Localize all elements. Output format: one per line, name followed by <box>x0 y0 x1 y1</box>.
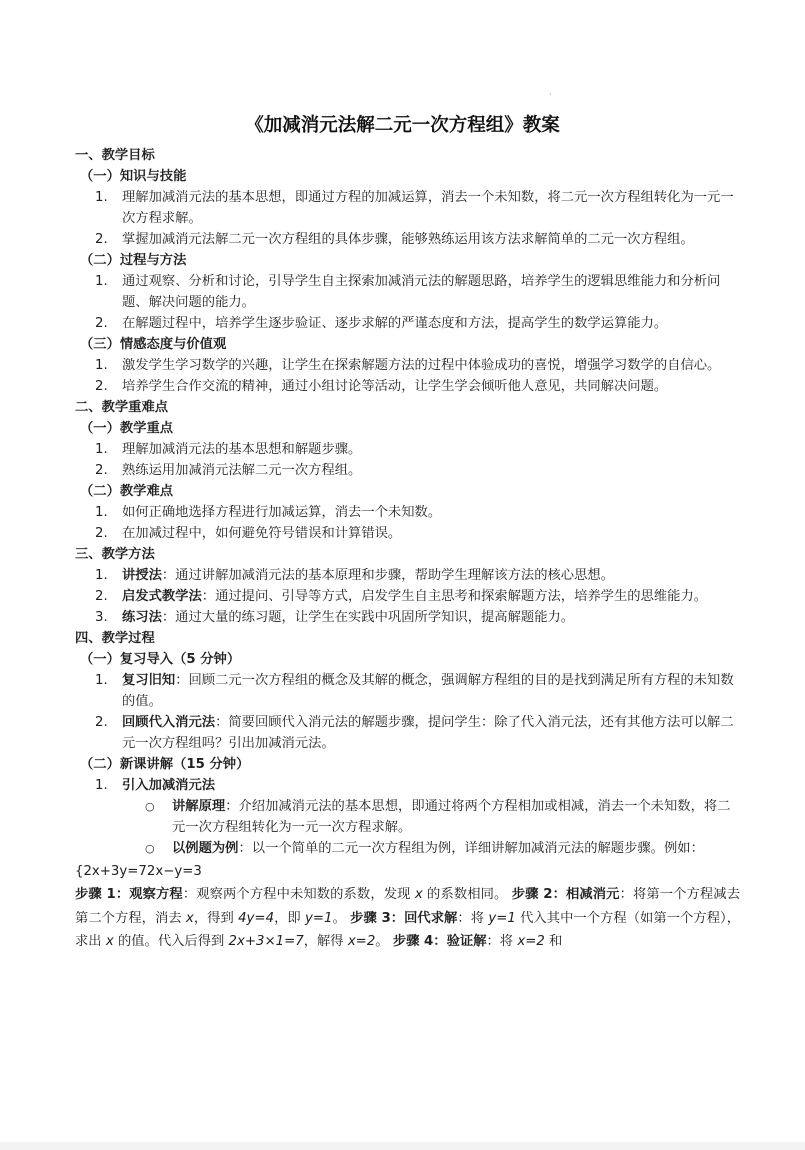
subsection-heading: （三）情感态度与价值观 <box>80 337 227 352</box>
list-item: 1. 如何正确地选择方程进行加减运算，消去一个未知数。 <box>95 505 442 520</box>
list-item: 1. 理解加减消元法的基本思想和解题步骤。 <box>95 442 362 457</box>
list-item: 2. 熟练运用加减消元法解二元一次方程组。 <box>95 463 362 478</box>
solution-steps: 步骤 1：观察方程：观察两个方程中未知数的系数，发现 x 的系数相同。 步骤 2：相减消元：将第一个方程减去第二个方程，消去 x，得到 4y=4，即 y=1。 步骤 3：回代求解：将 y=1 代入其中一个方程（如第一个方程），求出 x 的值。代入后得到 2x+3×1=7，解得 x=2。 步骤 4：验证解：将 x=2 和 <box>75 887 741 949</box>
page-mark: · <box>549 90 552 99</box>
subsection-heading: （一）知识与技能 <box>80 169 187 184</box>
subsection-heading: （二）教学难点 <box>80 484 174 499</box>
list-item: 1. 引入加减消元法 <box>95 778 216 793</box>
document-body <box>75 145 740 954</box>
list-item: 1. 讲授法：通过讲解加减消元法的基本原理和步骤，帮助学生理解该方法的核心思想。 <box>95 568 614 583</box>
subsection-heading: （二）过程与方法 <box>80 253 187 268</box>
section-heading: 四、教学过程 <box>75 631 155 646</box>
list-item: 1. 理解加减消元法的基本思想，即通过方程的加减运算，消去一个未知数，将二元一次方程组转化为一元一次方程求解。 <box>95 190 734 226</box>
list-item: 3. 练习法：通过大量的练习题，让学生在实践中巩固所学知识，提高解题能力。 <box>95 610 575 625</box>
list-item: 2. 在解题过程中，培养学生逐步验证、逐步求解的严谨态度和方法，提高学生的数学运算能力。 <box>95 316 668 331</box>
subsection-heading: （一）教学重点 <box>80 421 174 436</box>
list-item: 1. 激发学生学习数学的兴趣，让学生在探索解题方法的过程中体验成功的喜悦，增强学习数学的自信心。 <box>95 358 721 373</box>
list-item: 2. 培养学生合作交流的精神，通过小组讨论等活动，让学生学会倾听他人意见，共同解决问题。 <box>95 379 668 394</box>
section-heading: 二、教学重难点 <box>75 400 169 415</box>
subsection-heading: （二）新课讲解（15 分钟） <box>80 757 250 772</box>
list-item: 1. 复习旧知：回顾二元一次方程组的概念及其解的概念，强调解方程组的目的是找到满足所有方程的未知数的值。 <box>95 673 734 709</box>
circle-bullet-icon: ○ <box>145 842 155 855</box>
bullet-item: ○ 以例题为例：以一个简单的二元一次方程组为例，详细讲解加减消元法的解题步骤。例如： <box>75 838 740 859</box>
list-item: 1. 通过观察、分析和讨论，引导学生自主探索加减消元法的解题思路，培养学生的逻辑思维能力和分析问题、解决问题的能力。 <box>95 274 721 310</box>
subsection-heading: （一）复习导入（5 分钟） <box>80 652 241 667</box>
list-item: 2. 回顾代入消元法：简要回顾代入消元法的解题步骤，提问学生：除了代入消元法，还有其他方法可以解二元一次方程组吗？引出加减消元法。 <box>95 715 734 751</box>
list-item: 2. 掌握加减消元法解二元一次方程组的具体步骤，能够熟练运用该方法求解简单的二元一次方程组。 <box>95 232 694 247</box>
list-item: 2. 在加减过程中，如何避免符号错误和计算错误。 <box>95 526 402 541</box>
circle-bullet-icon: ○ <box>145 800 155 813</box>
document-title: 《加减消元法解二元一次方程组》教案 <box>245 115 560 136</box>
bullet-item: ○ 讲解原理：介绍加减消元法的基本思想，即通过将两个方程相加或相减，消去一个未知数，将二元一次方程组转化为一元一次方程求解。 <box>75 796 740 838</box>
equation-system: {2x+3y=72x−y=3 <box>75 864 202 879</box>
section-heading: 三、教学方法 <box>75 547 155 562</box>
section-heading: 一、教学目标 <box>75 148 155 163</box>
list-item: 2. 启发式教学法：通过提问、引导等方式，启发学生自主思考和探索解题方法，培养学生的思维能力。 <box>95 589 708 604</box>
